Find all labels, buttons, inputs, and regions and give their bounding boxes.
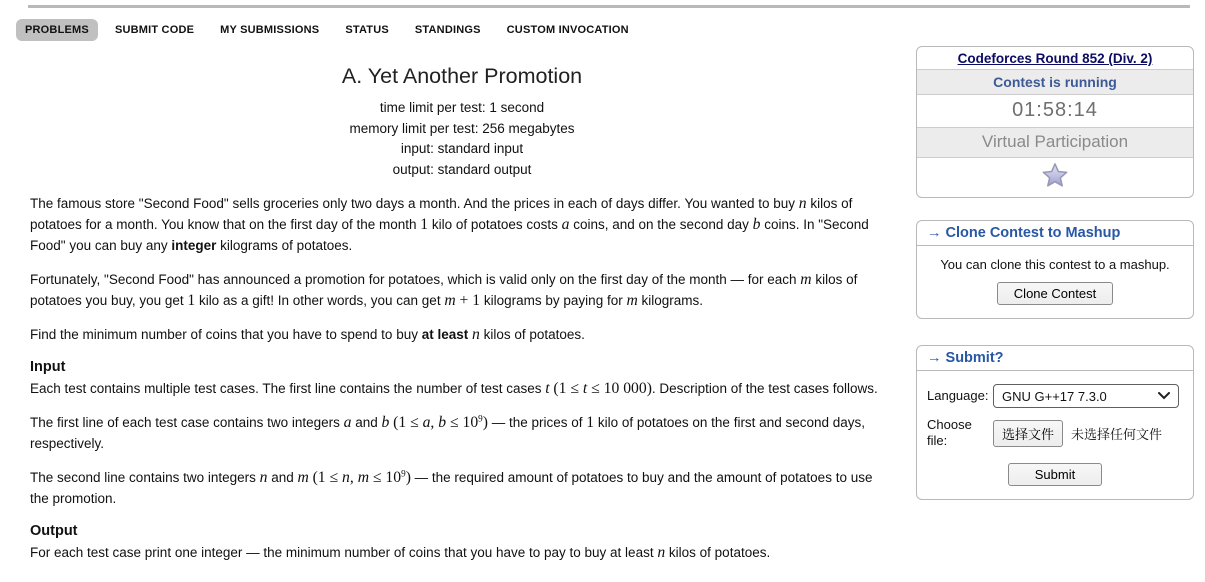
clone-box-header: → Clone Contest to Mashup <box>917 221 1193 246</box>
tab-custom-invocation[interactable]: CUSTOM INVOCATION <box>506 24 629 36</box>
language-row <box>927 384 1183 408</box>
statement-paragraph: For each test case print one integer — the minimum number of coins that you have to pay to buy at least n kilos of potatoes. <box>30 544 771 561</box>
clone-contest-button[interactable]: Clone Contest <box>997 282 1113 305</box>
submit-button[interactable]: Submit <box>1008 463 1102 486</box>
meta-line: memory limit per test: 256 megabytes <box>349 120 575 136</box>
file-input <box>993 420 1162 447</box>
favorite-row <box>917 158 1193 197</box>
tab-standings[interactable]: STANDINGS <box>414 24 481 36</box>
statement-paragraph: The second line contains two integers n and m (1 ≤ n, $m \le 10^9$) — the required amount of potatoes to buy and the amount of potatoes to use the promotion. <box>30 468 873 506</box>
language-selected-value: GNU G++17 7.3.0 <box>1002 388 1107 404</box>
statement-paragraph: Fortunately, "Second Food" has announced a promotion for potatoes, which is valid only on the first day of the month — for each m kilos of potatoes you buy, you get 1 kilo as a gift! In other words, you can get m + 1 kilograms by paying for m kilograms. <box>30 271 858 309</box>
submit-box <box>916 345 1194 500</box>
contest-link[interactable]: Codeforces Round 852 (Div. 2) <box>957 51 1153 66</box>
statement-paragraph: Find the minimum number of coins that you have to spend to buy at least n kilos of potatoes. <box>30 326 585 343</box>
contest-status: Contest is running <box>917 70 1193 95</box>
contest-box <box>916 46 1194 198</box>
statement-paragraph: The first line of each test case contains two integers a and b (1 ≤ a, $b \le 10^9$) — the prices of 1 kilo of potatoes on the first and second days, respectively. <box>30 413 866 451</box>
choose-file-label: Choose file: <box>927 417 972 448</box>
problem-meta <box>30 98 894 180</box>
meta-line: time limit per test: 1 second <box>379 100 545 115</box>
clone-contest-box <box>916 220 1194 319</box>
contest-timer: 01:58:14 <box>917 95 1193 128</box>
section-title: Output <box>30 523 78 539</box>
submit-row <box>927 463 1183 486</box>
meta-line: output: standard output <box>392 161 532 177</box>
file-status-text: 未选择任何文件 <box>1071 426 1163 442</box>
section-title: Input <box>30 359 66 375</box>
choose-file-row <box>927 417 1183 449</box>
tab-my-submissions[interactable]: MY SUBMISSIONS <box>220 24 320 36</box>
tab-submit-code[interactable]: SUBMIT CODE <box>114 24 195 36</box>
submit-box-header: → Submit? <box>917 346 1193 371</box>
choose-file-button[interactable]: 选择文件 <box>993 420 1063 447</box>
submit-form <box>917 371 1193 499</box>
problem-statement <box>30 193 894 563</box>
contest-title-row <box>917 47 1193 70</box>
language-label: Language: <box>927 388 989 403</box>
language-select[interactable] <box>993 384 1179 408</box>
problem-title: A. Yet Another Promotion <box>341 64 583 88</box>
top-tabs <box>16 19 646 41</box>
top-divider-line <box>28 5 1190 8</box>
participation-mode: Virtual Participation <box>917 128 1193 158</box>
statement-paragraph: Each test contains multiple test cases. The first line contains the number of test cases t (1 ≤ t ≤ 10 000). Description of the test cases follows. <box>30 380 878 397</box>
clone-box-body <box>917 246 1193 318</box>
statement-paragraph: The famous store "Second Food" sells groceries only two days a month. And the prices in each of days differ. You wanted to buy n kilos of potatoes for a month. You know that on the first day of the month 1 kilo of potatoes costs a coins, and on the second day b coins. In "Second Food" you can buy any integer kilograms of potatoes. <box>30 195 869 253</box>
meta-line: input: standard input <box>400 141 524 156</box>
clone-box-text: You can clone this contest to a mashup. <box>940 257 1170 272</box>
chevron-down-icon <box>1158 392 1170 400</box>
tab-status[interactable]: STATUS <box>345 24 389 36</box>
star-icon[interactable] <box>1041 162 1069 189</box>
problem-panel <box>30 58 894 576</box>
tab-problems[interactable]: PROBLEMS <box>16 19 98 41</box>
